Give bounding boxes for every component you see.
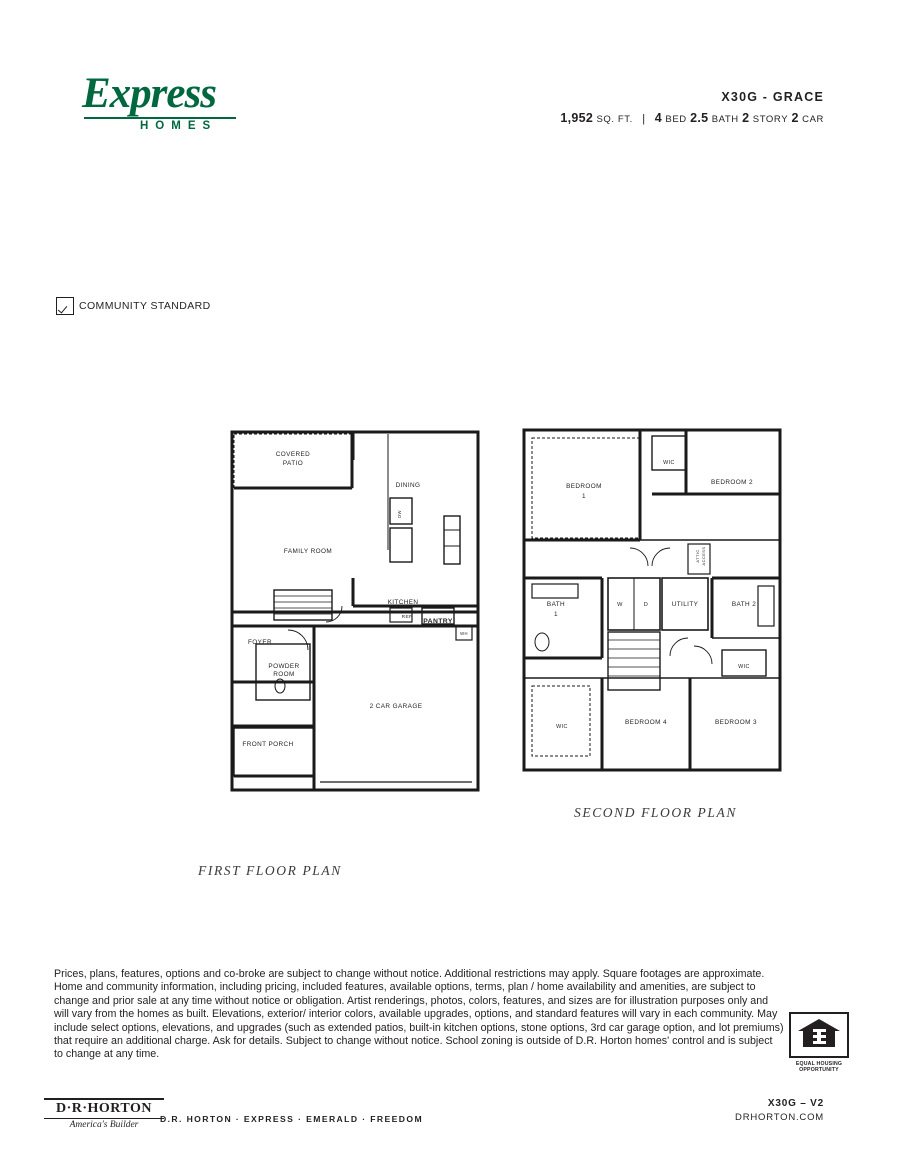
plan-specs — [560, 111, 824, 125]
express-homes-logo — [82, 72, 262, 132]
house-icon — [793, 1014, 845, 1052]
room-label-bath-1: BATH — [546, 601, 566, 608]
appliance-label-dw: DW — [397, 510, 402, 518]
room-label-covered-patio: COVERED — [275, 451, 311, 458]
second-floor-caption: SECOND FLOOR PLAN — [574, 805, 737, 820]
first-floor-caption: FIRST FLOOR PLAN — [198, 863, 342, 878]
room-label-bedroom-1: BEDROOM — [566, 483, 602, 490]
footer-meta — [735, 1098, 824, 1123]
spec-separator: | — [642, 113, 646, 125]
equal-housing-line1: EQUAL HOUSING — [795, 1061, 843, 1067]
checkbox-icon[interactable] — [56, 297, 74, 315]
room-label-powder-room-2: ROOM — [273, 671, 295, 678]
appliance-label-washer: W — [617, 602, 623, 608]
spec-bath-value: 2.5 — [690, 111, 709, 125]
room-label-bedroom-1-num: 1 — [582, 493, 586, 500]
room-label-kitchen: KITCHEN — [387, 599, 419, 606]
community-standard-label: COMMUNITY STANDARD — [79, 300, 211, 312]
appliance-label-dryer: D — [643, 602, 649, 608]
spec-car-value: 2 — [791, 111, 799, 125]
spec-story-value: 2 — [742, 111, 750, 125]
disclaimer-text: Prices, plans, features, options and co-broke are subject to change without notice. Additional restrictions may apply. Square footages are approximate. Home and community information, including pricing, included features, available options, terms, plan / home availability and amenities, are subject to change and prior sale at any time without notice or obligation. Artist renderings, photos, colors, features, and sizes are for illustration purposes only and will vary from the homes as built. Elevations, exterior/ interior colors, available upgrades, options, and standard features will vary in each community. May include select options, elevations, and upgrades (such as extended patios, built-in kitchen options, stone options, 3rd car garage option, and lot premiums) that require an additional charge. Ask for details. Subject to change without notice. School zoning is outside of D.R. Horton homes' control and is subject to change at any time. — [54, 968, 784, 1061]
room-label-wic-left: WIC — [556, 724, 568, 730]
second-floor-plan-drawing — [512, 428, 812, 808]
spec-bed-unit: BED — [665, 114, 687, 125]
website-url[interactable]: DRHORTON.COM — [735, 1112, 824, 1123]
room-label-bedroom-2: BEDROOM 2 — [711, 479, 753, 486]
logo-wordmark: Express — [82, 70, 216, 117]
drhorton-wordmark: D·R·HORTON — [44, 1098, 164, 1119]
room-label-bedroom-4: BEDROOM 4 — [625, 719, 667, 726]
equal-housing-line2: OPPORTUNITY — [799, 1067, 839, 1074]
brand-family-list: D.R. HORTON · EXPRESS · EMERALD · FREEDOM — [160, 1114, 424, 1124]
drhorton-tagline: America's Builder — [69, 1120, 139, 1130]
room-label-wic-top: WIC — [663, 460, 675, 466]
equal-housing-logo — [788, 1012, 850, 1073]
page-title: X30G - GRACE — [721, 90, 824, 104]
logo-rule — [84, 117, 236, 119]
community-standard — [56, 297, 211, 315]
room-label-attic-access: ATTIC — [695, 549, 700, 563]
room-label-foyer: FOYER — [247, 639, 273, 646]
room-label-pantry: PANTRY — [423, 618, 453, 625]
floor-plans — [0, 420, 900, 900]
room-label-covered-patio-2: PATIO — [282, 460, 304, 467]
spec-sqft-value: 1,952 — [560, 111, 594, 125]
room-label-bath-2-num — [743, 611, 745, 618]
room-label-dining: DINING — [395, 482, 421, 489]
room-label-wic-right: WIC — [738, 664, 750, 670]
room-label-bath-1-num: 1 — [554, 611, 558, 618]
spec-car-unit: CAR — [802, 114, 824, 125]
spec-bed-value: 4 — [654, 111, 663, 125]
room-label-front-porch: FRONT PORCH — [242, 741, 294, 748]
room-label-garage: 2 CAR GARAGE — [369, 703, 423, 710]
room-label-utility: UTILITY — [671, 601, 699, 608]
logo-subtitle: HOMES — [140, 120, 218, 132]
appliance-label-wh: WH — [460, 631, 468, 636]
room-label-bedroom-3: BEDROOM 3 — [715, 719, 757, 726]
room-label-attic-access-2: ACCESS — [701, 546, 706, 566]
room-label-bath-2: BATH 2 — [731, 601, 757, 608]
plan-code: X30G – V2 — [767, 1098, 824, 1109]
drhorton-logo — [44, 1098, 164, 1130]
spec-sqft-unit: SQ. FT. — [596, 114, 633, 125]
first-floor-plan-drawing — [222, 430, 522, 830]
appliance-label-ref-2: REF — [401, 615, 413, 620]
room-label-powder-room: POWDER — [268, 663, 300, 670]
room-label-family-room: FAMILY ROOM — [283, 548, 333, 555]
equal-housing-icon — [789, 1012, 849, 1058]
spec-bath-unit: BATH — [711, 114, 739, 125]
spec-story-unit: STORY — [752, 114, 789, 125]
